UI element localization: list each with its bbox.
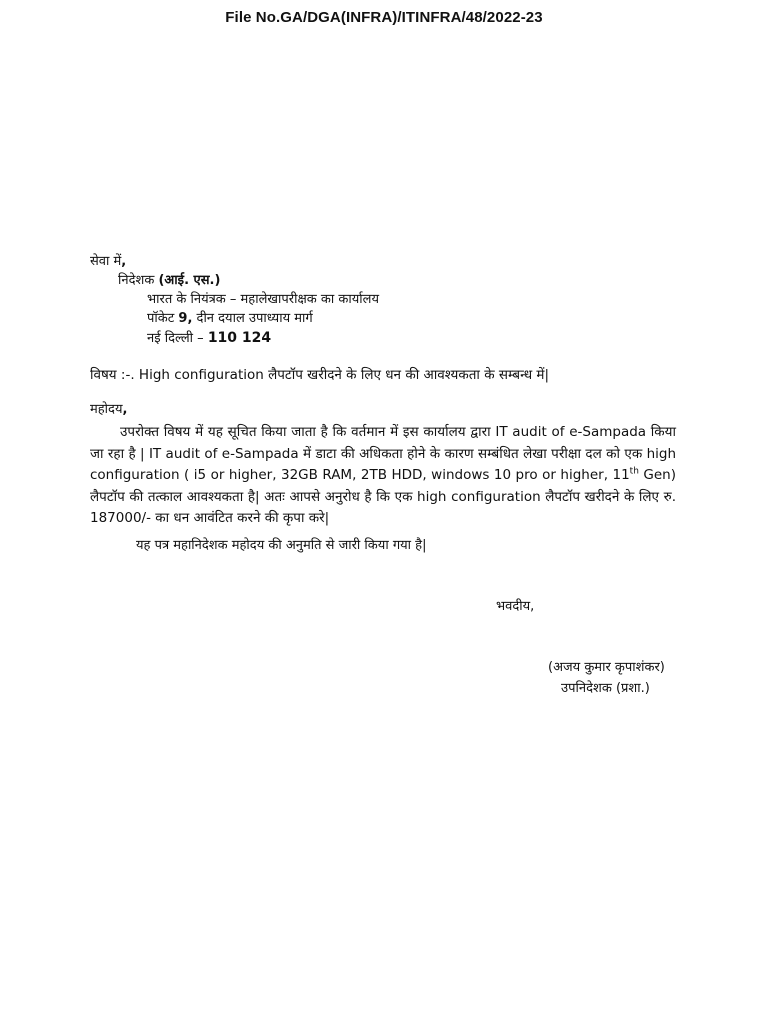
to-label-text: सेवा में: [90, 254, 122, 269]
closing-phrase: भवदीय,: [496, 599, 535, 614]
pin-code: 110 124: [207, 330, 272, 346]
to-label: [90, 252, 126, 272]
salutation-word: महोदय: [90, 402, 123, 417]
recipient-street: [147, 309, 313, 329]
city-name: नई दिल्ली –: [147, 331, 208, 346]
letter-body: [90, 422, 676, 530]
pocket-prefix: पॉकेट: [147, 311, 179, 326]
signatory-designation: उपनिदेशक (प्रशा.): [561, 681, 650, 696]
authorization-note: यह पत्र महानिदेशक महोदय की अनुमति से जारी किया गया है|: [136, 538, 427, 553]
recipient-name: [118, 271, 220, 291]
body-text-part1: उपरोक्त विषय में यह सूचित किया जाता है कि वर्तमान में इस कार्यालय द्वारा IT audit of e-Sampada किया जा रहा है | IT audit of e-Sampada में डाटा की अधिकता होने के कारण सम्बंधित लेखा परीक्षा दल को एक high configuration ( i5 or higher, 32GB RAM, 2TB HDD, windows 10 pro or higher, 11: [90, 424, 676, 484]
salutation-comma: ,: [122, 402, 128, 417]
subject-line: विषय :-. High configuration लैपटॉप खरीदने के लिए धन की आवश्यकता के सम्बन्ध में|: [90, 367, 550, 383]
recipient-abbrev: (आई. एस.): [158, 273, 221, 288]
recipient-office: भारत के नियंत्रक – महालेखापरीक्षक का कार्यालय: [147, 292, 379, 307]
recipient-title: निदेशक: [118, 273, 159, 288]
salutation: [90, 399, 127, 417]
body-superscript: th: [629, 466, 639, 477]
recipient-city: [147, 328, 271, 349]
signatory-name: (अजय कुमार कृपाशंकर): [548, 660, 665, 675]
to-label-comma: ,: [121, 254, 127, 269]
body-text-part2: Gen) लैपटॉप की तत्काल आवश्यकता है| अतः आपसे अनुरोध है कि एक high configuration लैपटॉप खरीदने के लिए रु. 187000/- का धन आवंटित करने की कृपा करे|: [90, 467, 676, 527]
pocket-number: 9,: [178, 311, 193, 326]
street-name: दीन दयाल उपाध्याय मार्ग: [192, 311, 313, 326]
file-number-header: File No.GA/DGA(INFRA)/ITINFRA/48/2022-23: [225, 9, 543, 26]
